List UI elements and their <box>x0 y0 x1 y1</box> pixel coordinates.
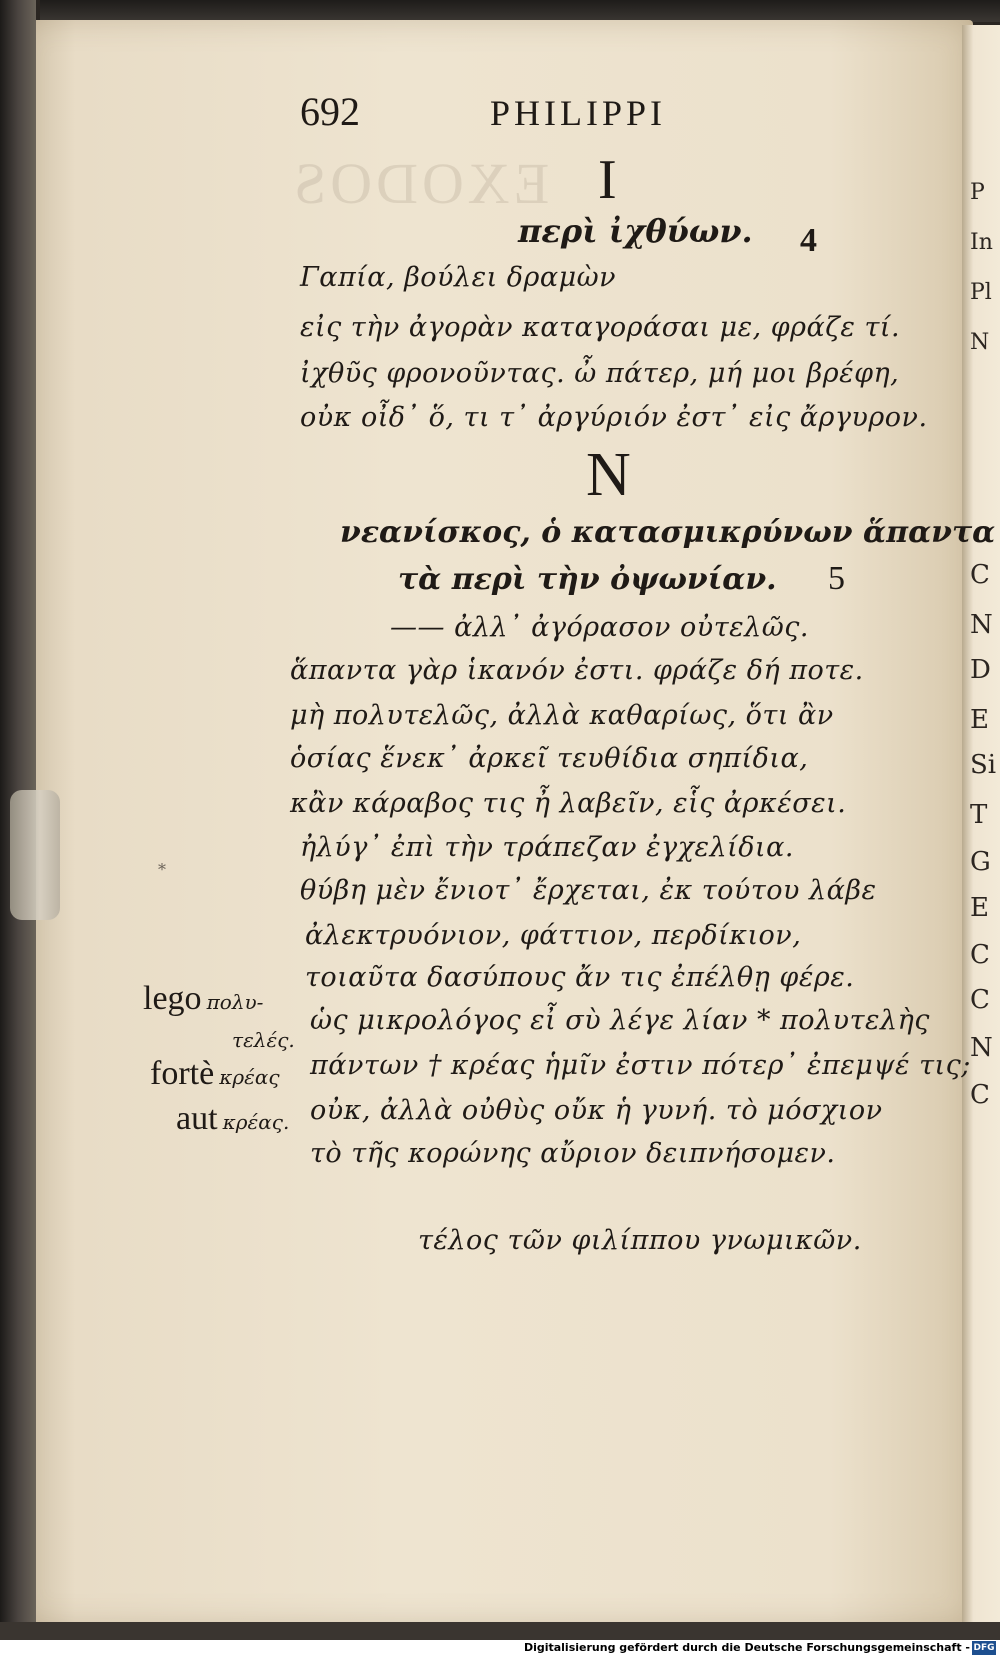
section-letter-n: N <box>586 441 631 509</box>
adjacent-page-letter: C <box>970 985 990 1015</box>
page-number: 692 <box>300 89 360 134</box>
text-line: εἰς τὴν ἀγορὰν καταγοράσαι με, φράζε τί. <box>300 312 901 343</box>
text-line: —— ἀλλ᾽ ἀγόρασον οὐτελῶς. <box>390 612 809 643</box>
adjacent-page-letter: E <box>970 893 989 923</box>
text-line: ἰχθῦς φρονοῦντας. ὦ πάτερ, μή μοι βρέφη, <box>300 358 900 389</box>
text-line: μὴ πολυτελῶς, ἀλλὰ καθαρίως, ὅτι ἂν <box>290 700 834 731</box>
section-n-heading-line-1: νεανίσκος, ὁ κατασμικρύνων ἅπαντα <box>340 515 996 550</box>
section-i-heading: περὶ ἰχθύων. <box>518 212 753 250</box>
text-line: τοιαῦτα δασύπους ἄν τις ἐπέλθῃ φέρε. <box>305 962 855 993</box>
text-line: ἀλεκτρυόνιον, φάττιον, περδίκιον, <box>305 920 802 951</box>
section-letter-i: I <box>598 149 617 211</box>
margin-note-forte <box>150 1055 280 1093</box>
text-line: ἠλύγ᾽ ἐπὶ τὴν τράπεζαν ἐγχελίδια. <box>300 832 794 863</box>
adjacent-page-letter: N <box>970 610 993 640</box>
margin-note-lego <box>143 980 263 1018</box>
text-line: ὡς μικρολόγος εἶ σὺ λέγε λίαν * πολυτελὴς <box>310 1005 930 1036</box>
page-clip <box>10 790 60 920</box>
text-line: ὁσίας ἕνεκ᾽ ἀρκεῖ τευθίδια σηπίδια, <box>290 743 809 774</box>
adjacent-page-letter: Si <box>970 750 997 780</box>
margin-latin: lego <box>143 980 202 1017</box>
adjacent-page-strip <box>962 25 1000 1625</box>
adjacent-page-letter: G <box>970 847 991 877</box>
text-line: κἂν κάραβος τις ἦ λαβεῖν, εἷς ἀρκέσει. <box>290 788 847 819</box>
text-line: οὐκ, ἀλλὰ οὐθὺς οὔκ ἡ γυνή. τὸ μόσχιον <box>310 1095 883 1126</box>
text-line: πάντων † κρέας ἡμῖν ἐστιν πότερ᾽ ἐπεμψέ τις; <box>310 1050 971 1081</box>
adjacent-page-letter: T <box>970 800 988 830</box>
adjacent-page-letter: C <box>970 940 990 970</box>
adjacent-page-letter: E <box>970 705 989 735</box>
margin-note-aut <box>176 1100 289 1138</box>
margin-asterisk: * <box>158 860 166 879</box>
dfg-logo: DFG <box>973 1643 995 1653</box>
adjacent-page-letter: P <box>970 180 985 205</box>
text-line: ἅπαντα γὰρ ἱκανόν ἐστι. φράζε δή ποτε. <box>290 655 864 686</box>
footer-credit: Digitalisierung gefördert durch die Deutsche Forschungsgemeinschaft - <box>523 1641 970 1654</box>
section-i-number: 4 <box>800 222 817 259</box>
book-page <box>18 20 973 1625</box>
adjacent-page-letter: N <box>970 330 990 355</box>
adjacent-page-letter: D <box>970 655 991 685</box>
text-line: οὐκ οἶδ᾽ ὅ, τι τ᾽ ἀργύριόν ἐστ᾽ εἰς ἄργυρον. <box>300 402 928 433</box>
margin-greek: κρέας. <box>222 1110 290 1134</box>
text-line: Γαπία, βούλει δραμὼν <box>300 262 617 293</box>
adjacent-page-letter: Pl <box>970 280 992 305</box>
book-top-edge <box>40 0 1000 22</box>
closing-line: τέλος τῶν φιλίππου γνωμικῶν. <box>418 1225 862 1256</box>
adjacent-page-letter: In <box>970 230 993 255</box>
running-head: PHILIPPI <box>490 93 667 133</box>
margin-latin: aut <box>176 1100 218 1137</box>
adjacent-page-letter: C <box>970 1080 990 1110</box>
text-line: θύβη μὲν ἔνιοτ᾽ ἔρχεται, ἐκ τούτου λάβε <box>300 875 877 906</box>
adjacent-page-letter: N <box>970 1033 993 1063</box>
section-n-heading-line-2: τὰ περὶ τὴν ὀψωνίαν. <box>398 562 777 597</box>
bleed-through-text: EXODOS <box>290 151 550 216</box>
margin-greek: κρέας <box>219 1065 280 1089</box>
margin-greek: πολυ- <box>206 990 264 1014</box>
margin-greek: τελές. <box>232 1028 295 1052</box>
book-bottom-edge <box>0 1622 1000 1640</box>
section-n-number: 5 <box>828 560 845 597</box>
adjacent-page-letter: C <box>970 560 990 590</box>
margin-latin: fortè <box>150 1055 215 1092</box>
text-line: τὸ τῆς κορώνης αὔριον δειπνήσομεν. <box>310 1138 836 1169</box>
